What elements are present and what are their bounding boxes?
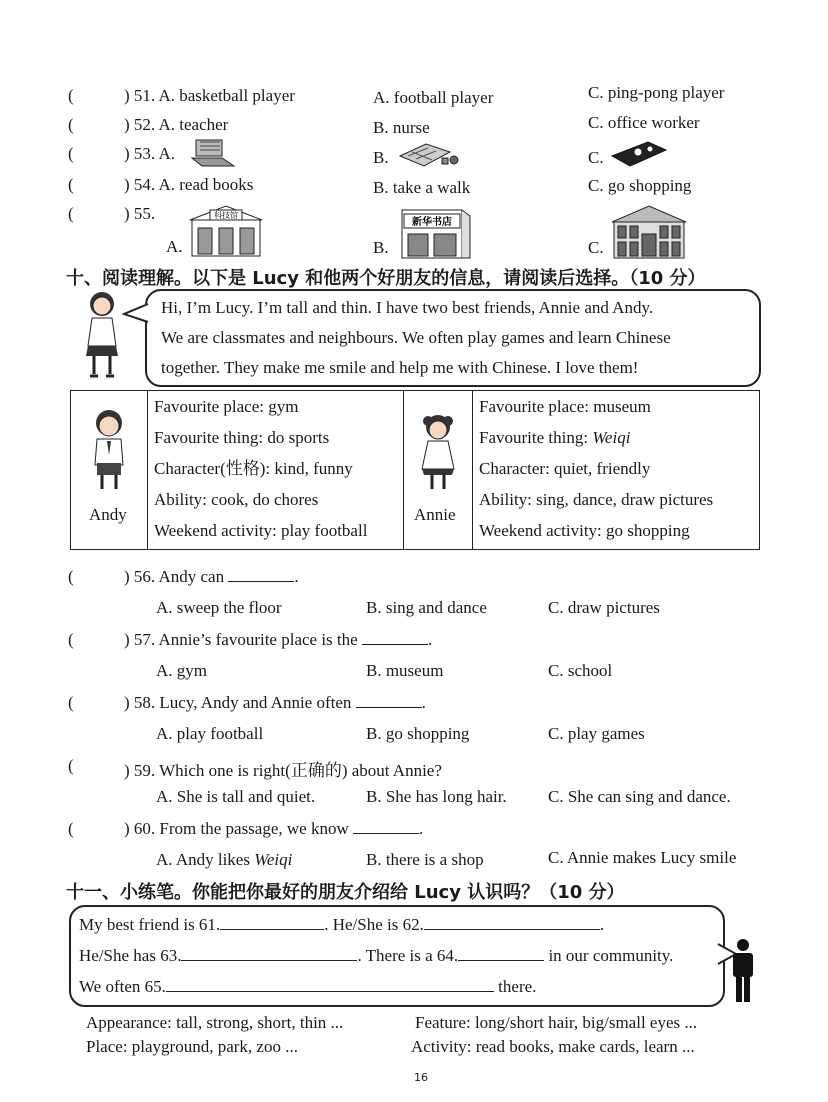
annie-cell: [404, 391, 473, 550]
q55-option-a: A.: [166, 237, 183, 256]
q54-option-b: B. take a walk: [373, 178, 471, 197]
annie-name: Annie: [414, 505, 456, 524]
answer-paren: (: [68, 86, 74, 105]
answer-paren: (: [68, 144, 74, 163]
hint-place: Place: playground, park, zoo ...: [86, 1037, 298, 1056]
lucy-speech-bubble: [145, 289, 761, 387]
q56-option-c: C. draw pictures: [548, 598, 660, 617]
answer-paren: (: [68, 693, 74, 712]
q51-option-c: C. ping-pong player: [588, 83, 725, 102]
answer-paren: (: [68, 204, 74, 223]
answer-paren: (: [68, 756, 74, 775]
q58-stem: ) 58. Lucy, Andy and Annie often .: [124, 693, 426, 712]
q55-option-b: B.: [373, 238, 389, 257]
hint-feature: Feature: long/short hair, big/small eyes ...: [415, 1013, 698, 1032]
q53-stem: ) 53. A.: [124, 144, 175, 163]
chess-board-icon: [398, 138, 462, 168]
andy-boy-icon: [87, 407, 131, 493]
answer-paren: (: [68, 819, 74, 838]
andy-info-line: Weekend activity: play football: [154, 521, 368, 540]
passage-line: together. They make me smile and help me with Chinese. I love them!: [161, 358, 639, 377]
q58-option-b: B. go shopping: [366, 724, 470, 743]
hint-appearance: Appearance: tall, strong, short, thin ...: [86, 1013, 344, 1032]
q56-stem: ) 56. Andy can .: [124, 567, 299, 586]
person-silhouette-icon: [728, 938, 758, 1004]
q53-option-c: C.: [588, 148, 604, 167]
q51-option-b: A. football player: [373, 88, 494, 107]
q60-option-a: A. Andy likes Weiqi: [156, 850, 293, 869]
annie-info: [473, 391, 760, 550]
writing-line-2: He/She has 63. . There is a 64. in our community.: [79, 946, 674, 965]
writing-line-3: We often 65. there.: [79, 977, 537, 996]
annie-info-line: Character: quiet, friendly: [479, 459, 651, 478]
q54-stem: ) 54. A. read books: [124, 175, 254, 194]
answer-paren: (: [68, 630, 74, 649]
q60-option-b: B. there is a shop: [366, 850, 484, 869]
q52-stem: ) 52. A. teacher: [124, 115, 229, 134]
andy-info: [148, 391, 404, 550]
andy-info-line: Favourite place: gym: [154, 397, 299, 416]
answer-paren: (: [68, 115, 74, 134]
q57-option-a: A. gym: [156, 661, 207, 680]
svg-text:科技馆: 科技馆: [214, 211, 238, 220]
q59-option-b: B. She has long hair.: [366, 787, 507, 806]
passage-line: Hi, I’m Lucy. I’m tall and thin. I have two best friends, Annie and Andy.: [161, 298, 654, 317]
q55-option-c: C.: [588, 238, 604, 257]
passage-line: We are classmates and neighbours. We often play games and learn Chinese: [161, 328, 671, 347]
museum-building-icon: [608, 204, 690, 260]
q58-option-a: A. play football: [156, 724, 264, 743]
q56-option-a: A. sweep the floor: [156, 598, 282, 617]
go-board-icon: [608, 138, 670, 170]
q52-option-b: B. nurse: [373, 118, 430, 137]
annie-info-line: Favourite thing: Weiqi: [479, 428, 631, 447]
andy-info-line: Favourite thing: do sports: [154, 428, 330, 447]
annie-info-line: Ability: sing, dance, draw pictures: [479, 490, 714, 509]
answer-paren: (: [68, 175, 74, 194]
q60-option-c: C. Annie makes Lucy smile: [548, 848, 737, 867]
q56-option-b: B. sing and dance: [366, 598, 487, 617]
annie-info-line: Weekend activity: go shopping: [479, 521, 690, 540]
q59-stem: ) 59. Which one is right(正确的) about Annie?: [124, 761, 442, 780]
bubble-tail: [122, 300, 150, 328]
svg-text:新华书店: 新华书店: [412, 217, 452, 228]
q59-option-a: A. She is tall and quiet.: [156, 787, 316, 806]
bookstore-icon: [398, 206, 474, 260]
andy-cell: [71, 391, 148, 550]
q53-option-b: B.: [373, 148, 389, 167]
q60-stem: ) 60. From the passage, we know .: [124, 819, 424, 838]
annie-info-line: Favourite place: museum: [479, 397, 651, 416]
q57-stem: ) 57. Annie’s favourite place is the .: [124, 630, 433, 649]
q57-option-b: B. museum: [366, 661, 444, 680]
gym-equipment-icon: [190, 136, 238, 170]
hint-activity: Activity: read books, make cards, learn ...: [411, 1037, 695, 1056]
answer-paren: (: [68, 567, 74, 586]
science-museum-icon: [184, 204, 268, 258]
annie-girl-icon: [416, 413, 460, 495]
q51-stem: ) 51. A. basketball player: [124, 86, 295, 105]
writing-bubble: [69, 905, 725, 1007]
q59-option-c: C. She can sing and dance.: [548, 787, 731, 806]
page-number: 16: [414, 1071, 428, 1084]
q58-option-c: C. play games: [548, 724, 645, 743]
andy-info-line: Character(性格): kind, funny: [154, 459, 353, 478]
section11-title: 十一、小练笔。你能把你最好的朋友介绍给 Lucy 认识吗？（10 分）: [66, 882, 625, 903]
lucy-girl-icon: [80, 288, 124, 380]
q52-option-c: C. office worker: [588, 113, 700, 132]
q57-option-c: C. school: [548, 661, 613, 680]
writing-line-1: My best friend is 61. . He/She is 62. .: [79, 915, 605, 934]
friends-info-table: [70, 390, 760, 550]
andy-name: Andy: [89, 505, 127, 524]
andy-info-line: Ability: cook, do chores: [154, 490, 319, 509]
q54-option-c: C. go shopping: [588, 176, 692, 195]
section10-title: 十、阅读理解。以下是 Lucy 和他两个好朋友的信息，请阅读后选择。（10 分）: [66, 268, 706, 289]
q55-stem: ) 55.: [124, 204, 156, 223]
